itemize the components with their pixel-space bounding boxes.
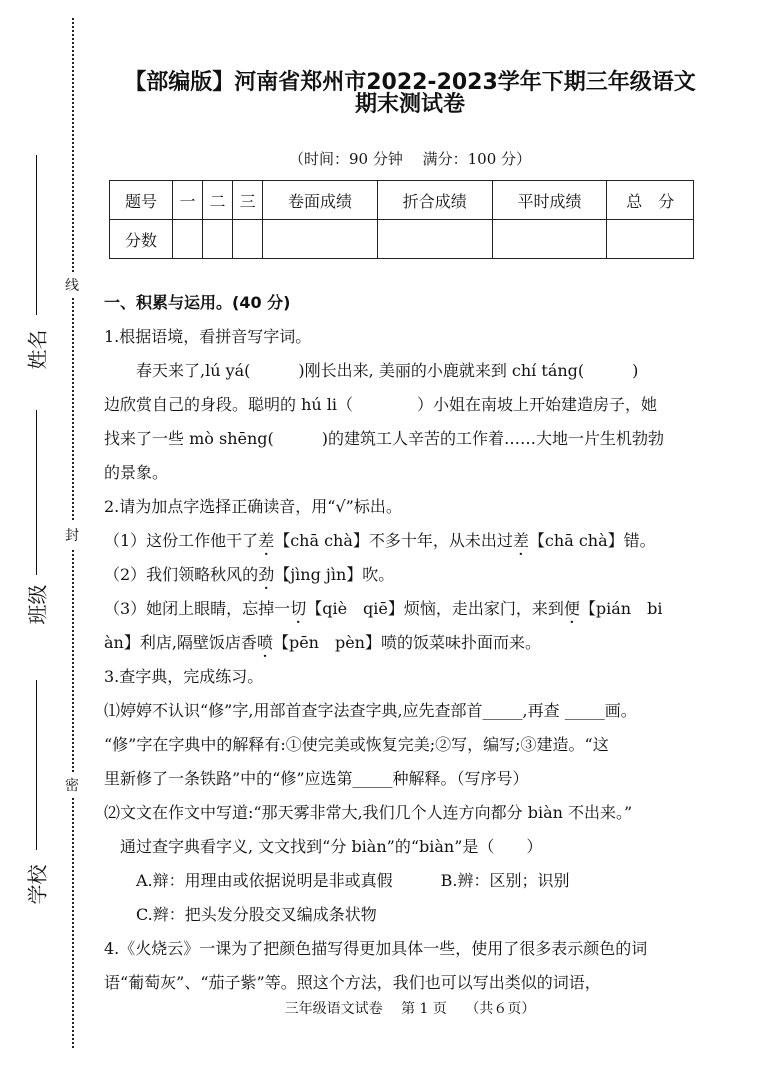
score-header-cell: 卷面成绩 <box>263 181 378 220</box>
seal-char-feng: 封 <box>64 522 80 548</box>
dotted-char: 便 <box>563 599 580 618</box>
score-header-cell: 一 <box>173 181 203 220</box>
score-cell[interactable] <box>173 220 203 259</box>
section-heading: 一、积累与运用。(40 分) <box>104 293 291 312</box>
score-table-header-row <box>110 181 694 220</box>
question-3-part-2: ⑵文文在作文中写道:“那天雾非常大,我们几个人连方向都分 biàn 不出来。” <box>104 803 633 822</box>
question-2-stem: 2.请为加点字选择正确读音，用“√”标出。 <box>104 497 402 516</box>
pinyin-options[interactable]: 【jìng jìn】吹。 <box>274 565 395 584</box>
exam-content <box>104 286 716 1000</box>
score-table <box>109 180 694 259</box>
title-line-2: 期末测试卷 <box>354 92 465 117</box>
dotted-char: 喷 <box>256 633 273 652</box>
question-4-line: 语“葡萄灰”、“茄子紫”等。照这个方法，我们也可以写出类似的词语， <box>104 973 601 992</box>
dotted-char: 劲 <box>258 565 275 584</box>
question-3-options-ab <box>104 864 716 898</box>
question-3-part-1[interactable]: ⑴婷婷不认识“修”字,用部首查字法查字典,应先查部首_____,再查 _____画。 <box>104 701 637 720</box>
school-line <box>36 680 37 850</box>
score-header-cell: 折合成绩 <box>377 181 492 220</box>
school-label: 学校 <box>25 864 50 905</box>
score-row-label: 分数 <box>110 220 173 259</box>
option-a[interactable]: A.辩：用理由或依据说明是非或真假 <box>136 871 393 890</box>
score-header-cell: 平时成绩 <box>492 181 607 220</box>
score-cell[interactable] <box>377 220 492 259</box>
score-cell[interactable] <box>233 220 263 259</box>
seal-char-xian: 线 <box>64 272 80 298</box>
class-field <box>10 410 50 640</box>
score-table-score-row <box>110 220 694 259</box>
question-3-line: “修”字在字典中的解释有:①使完美或恢复完美;②写，编写;③建造。“这 <box>104 735 609 754</box>
dotted-char: 差 <box>258 531 275 550</box>
exam-subtitle: （时间：90 分钟 满分：100 分） <box>288 150 532 168</box>
question-2-item-1 <box>104 524 716 558</box>
option-b[interactable]: B.辨：区别；识别 <box>440 871 570 890</box>
score-cell[interactable] <box>607 220 694 259</box>
question-2-item-3 <box>104 592 716 626</box>
pinyin-options[interactable]: 【pián bi <box>579 599 663 618</box>
question-1-line: 春天来了,lú yá( )刚长出来, 美丽的小鹿就来到 chí táng( ) <box>136 361 639 380</box>
question-1-line: 边欣赏自己的身段。聪明的 hú li（ ）小姐在南坡上开始建造房子，她 <box>104 395 658 414</box>
score-cell[interactable] <box>263 220 378 259</box>
item-text: （3）她闭上眼睛，忘掉一 <box>104 599 291 618</box>
dotted-char: 切 <box>290 599 307 618</box>
item-text: （2）我们领略秋风的 <box>104 565 259 584</box>
question-3-stem: 3.查字典，完成练习。 <box>104 667 264 686</box>
score-header-cell: 三 <box>233 181 263 220</box>
item-text: àn】利店,隔壁饭店香 <box>104 633 257 652</box>
item-text: （1）这份工作他干了 <box>104 531 259 550</box>
dotted-char: 差 <box>512 531 529 550</box>
page-footer: 三年级语文试卷 第 1 页 （共６页） <box>284 1001 536 1017</box>
score-cell[interactable] <box>492 220 607 259</box>
name-line <box>36 155 37 315</box>
name-label: 姓名 <box>25 329 50 370</box>
class-line <box>36 410 37 575</box>
exam-title <box>110 72 710 116</box>
pinyin-options[interactable]: 【pēn pèn】喷的饭菜味扑面而来。 <box>272 633 541 652</box>
question-1-stem: 1.根据语境，看拼音写字词。 <box>104 327 312 346</box>
name-field <box>10 155 50 385</box>
score-cell[interactable] <box>203 220 233 259</box>
class-label: 班级 <box>25 584 50 625</box>
score-header-cell: 二 <box>203 181 233 220</box>
question-2-item-2 <box>104 558 716 592</box>
question-2-item-3-cont <box>104 626 716 660</box>
seal-char-mi: 密 <box>64 772 80 798</box>
score-header-cell: 总 分 <box>607 181 694 220</box>
option-c[interactable]: C.辫：把头发分股交叉编成条状物 <box>136 905 377 924</box>
question-1-line: 的景象。 <box>104 463 169 482</box>
question-3-line[interactable]: 里新修了一条铁路”中的“修”应选第_____种解释。（写序号） <box>104 769 529 788</box>
question-1-line: 找来了一些 mò shēng( )的建筑工人辛苦的工作着……大地一片生机勃勃 <box>104 429 664 448</box>
question-3-line[interactable]: 通过查字典看字义, 文文找到“分 biàn”的“biàn”是（ ） <box>120 837 543 856</box>
question-4-line: 4.《火烧云》一课为了把颜色描写得更加具体一些，使用了很多表示颜色的词 <box>104 939 648 958</box>
pinyin-options[interactable]: 【chā chà】错。 <box>528 531 656 550</box>
school-field <box>10 680 50 910</box>
title-line-1: 【部编版】河南省郑州市2022-2023学年下期三年级语文 <box>124 70 696 95</box>
pinyin-options[interactable]: 【qiè qiē】烦恼，走出家门，来到 <box>306 599 564 618</box>
score-header-cell: 题号 <box>110 181 173 220</box>
pinyin-options[interactable]: 【chā chà】不多十年，从未出过 <box>274 531 513 550</box>
